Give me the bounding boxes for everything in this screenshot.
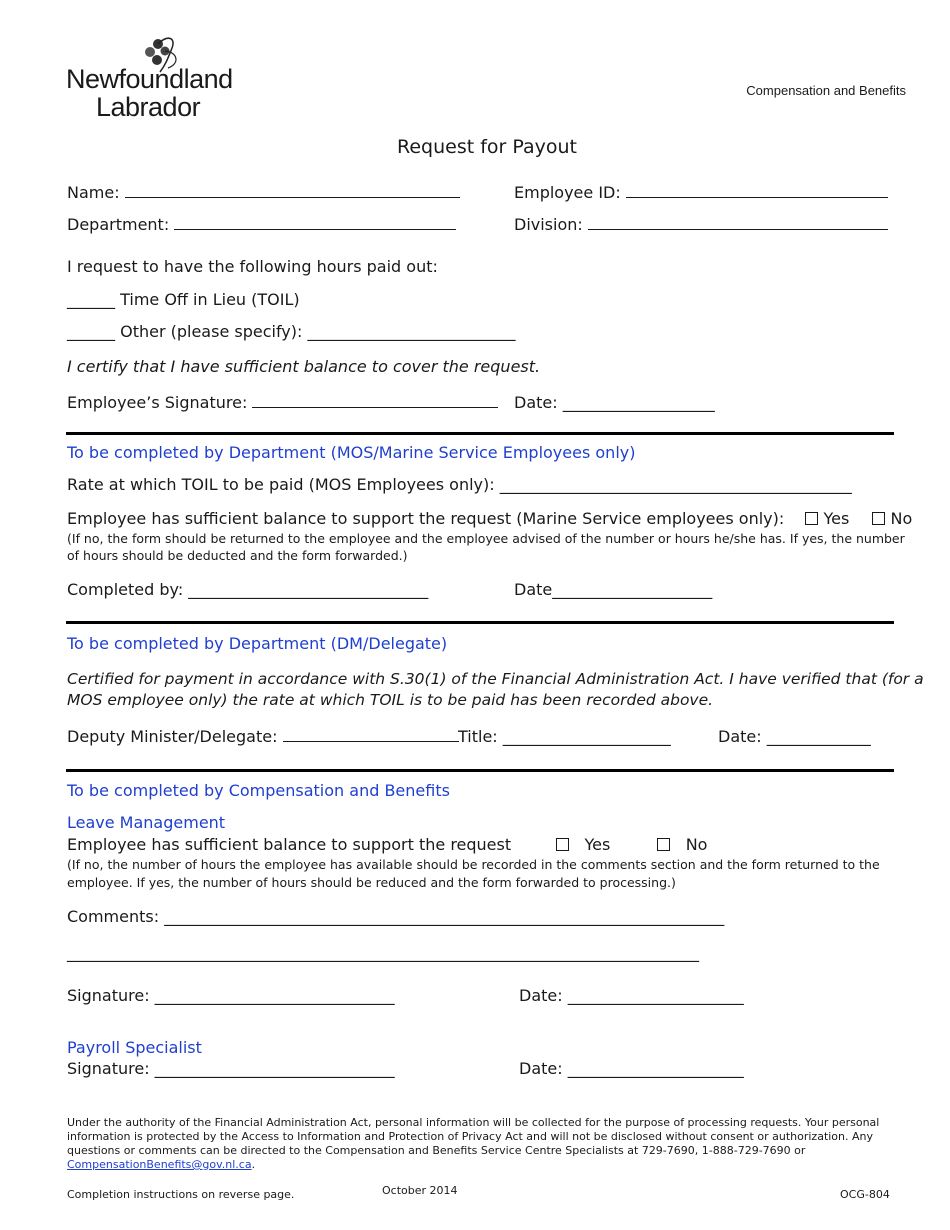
no-label: No <box>890 509 913 528</box>
mos-note-line1: (If no, the form should be returned to the employee and the employee advised of the number or hours he/she has. If yes, the number <box>67 531 905 546</box>
divider <box>66 769 894 772</box>
other-label: Other (please specify): __________________________ <box>120 322 516 341</box>
toil-blank[interactable]: ______ <box>67 290 115 309</box>
request-intro: I request to have the following hours paid out: <box>67 257 438 276</box>
department-field[interactable] <box>174 215 456 230</box>
division-label: Division: <box>514 215 583 234</box>
name-field[interactable] <box>125 183 460 198</box>
certified-line2: MOS employee only) the rate at which TOIL is to be paid has been recorded above. <box>67 691 714 709</box>
name-label: Name: <box>67 183 120 202</box>
leave-management-heading: Leave Management <box>67 813 226 832</box>
logo-line2: Labrador <box>96 92 201 122</box>
yes-label: Yes <box>584 835 611 854</box>
email-link[interactable]: CompensationBenefits@gov.nl.ca <box>67 1158 252 1171</box>
comments-field[interactable]: Comments: ______________________________________________________________________ <box>67 907 725 926</box>
privacy-line3: questions or comments can be directed to the Compensation and Benefits Service Centre Specialists at 729-7690, 1-888-729-7690 or <box>67 1144 806 1157</box>
certified-line1: Certified for payment in accordance with S.30(1) of the Financial Administration Act. I have verified that (for a <box>67 670 924 688</box>
privacy-line1: Under the authority of the Financial Administration Act, personal information will be collected for the purpose of processing requests. Your personal <box>67 1116 880 1129</box>
page-title: Request for Payout <box>397 136 577 158</box>
completion-instructions: Completion instructions on reverse page. <box>67 1188 295 1201</box>
toil-rate-field[interactable]: Rate at which TOIL to be paid (MOS Employees only): ____________________________________________ <box>67 475 852 494</box>
employee-date-field[interactable]: Date: ___________________ <box>514 393 715 412</box>
dm-label: Deputy Minister/Delegate: <box>67 727 278 746</box>
certify-statement: I certify that I have sufficient balance to cover the request. <box>67 357 541 376</box>
toil-label: Time Off in Lieu (TOIL) <box>120 290 300 309</box>
logo <box>66 34 241 124</box>
other-row <box>67 322 515 341</box>
employee-signature-row <box>67 393 498 412</box>
checkbox-icon <box>805 512 818 525</box>
form-code: OCG-804 <box>840 1188 890 1201</box>
completed-by-field[interactable]: Completed by: ______________________________ <box>67 580 429 599</box>
division-row <box>514 215 888 234</box>
form-date: October 2014 <box>382 1184 458 1197</box>
checkbox-icon <box>556 838 569 851</box>
cb-balance-label: Employee has sufficient balance to support the request <box>67 835 512 854</box>
payroll-heading: Payroll Specialist <box>67 1038 202 1057</box>
payroll-date-field[interactable]: Date: ______________________ <box>519 1059 744 1078</box>
other-blank[interactable]: ______ <box>67 322 115 341</box>
comments-line2[interactable]: _______________________________________________________________________________ <box>67 943 699 962</box>
mos-balance-row <box>67 509 912 528</box>
checkbox-icon <box>657 838 670 851</box>
no-label: No <box>685 835 708 854</box>
employee-id-row <box>514 183 888 202</box>
divider <box>66 621 894 624</box>
cb-date-field[interactable]: Date: ______________________ <box>519 986 744 1005</box>
dm-date-field[interactable]: Date: _____________ <box>718 727 871 746</box>
cb-note-line2: employee. If yes, the number of hours should be reduced and the form forwarded to processing.) <box>67 875 676 890</box>
mos-balance-label: Employee has sufficient balance to support the request (Marine Service employees only): <box>67 509 785 528</box>
checkbox-icon <box>872 512 885 525</box>
section-heading-cb: To be completed by Compensation and Benefits <box>67 781 450 800</box>
dm-signature-row <box>67 727 459 746</box>
section-heading-dm: To be completed by Department (DM/Delegate) <box>67 634 448 653</box>
divider <box>66 432 894 435</box>
cb-no-checkbox[interactable] <box>657 835 707 854</box>
cb-yes-checkbox[interactable] <box>556 835 610 854</box>
department-label: Department: <box>67 215 170 234</box>
privacy-email-row <box>67 1158 255 1171</box>
mos-yes-checkbox[interactable] <box>805 509 849 528</box>
mos-note-line2: of hours should be deducted and the form forwarded.) <box>67 548 408 563</box>
section-heading-mos: To be completed by Department (MOS/Marine Service Employees only) <box>67 443 636 462</box>
department-row <box>67 215 456 234</box>
dm-signature-field[interactable] <box>283 727 459 742</box>
toil-row <box>67 290 300 309</box>
yes-label: Yes <box>823 509 850 528</box>
employee-id-label: Employee ID: <box>514 183 621 202</box>
payroll-signature-field[interactable]: Signature: ______________________________ <box>67 1059 395 1078</box>
cb-balance-row <box>67 835 707 854</box>
mos-date-field[interactable]: Date____________________ <box>514 580 713 599</box>
employee-id-field[interactable] <box>626 183 888 198</box>
cb-note-line1: (If no, the number of hours the employee has available should be recorded in the comments section and the form returned to the <box>67 857 880 872</box>
name-row <box>67 183 460 202</box>
dm-title-field[interactable]: Title: _____________________ <box>458 727 671 746</box>
division-field[interactable] <box>588 215 888 230</box>
logo-line1: Newfoundland <box>66 64 233 94</box>
header-department-label: Compensation and Benefits <box>746 83 906 98</box>
privacy-line2: information is protected by the Access to Information and Protection of Privacy Act and will not be disclosed without consent or authorization. Any <box>67 1130 874 1143</box>
employee-signature-field[interactable] <box>252 393 498 408</box>
email-suffix: . <box>251 1158 256 1171</box>
mos-no-checkbox[interactable] <box>872 509 912 528</box>
employee-signature-label: Employee’s Signature: <box>67 393 248 412</box>
cb-signature-field[interactable]: Signature: ______________________________ <box>67 986 395 1005</box>
